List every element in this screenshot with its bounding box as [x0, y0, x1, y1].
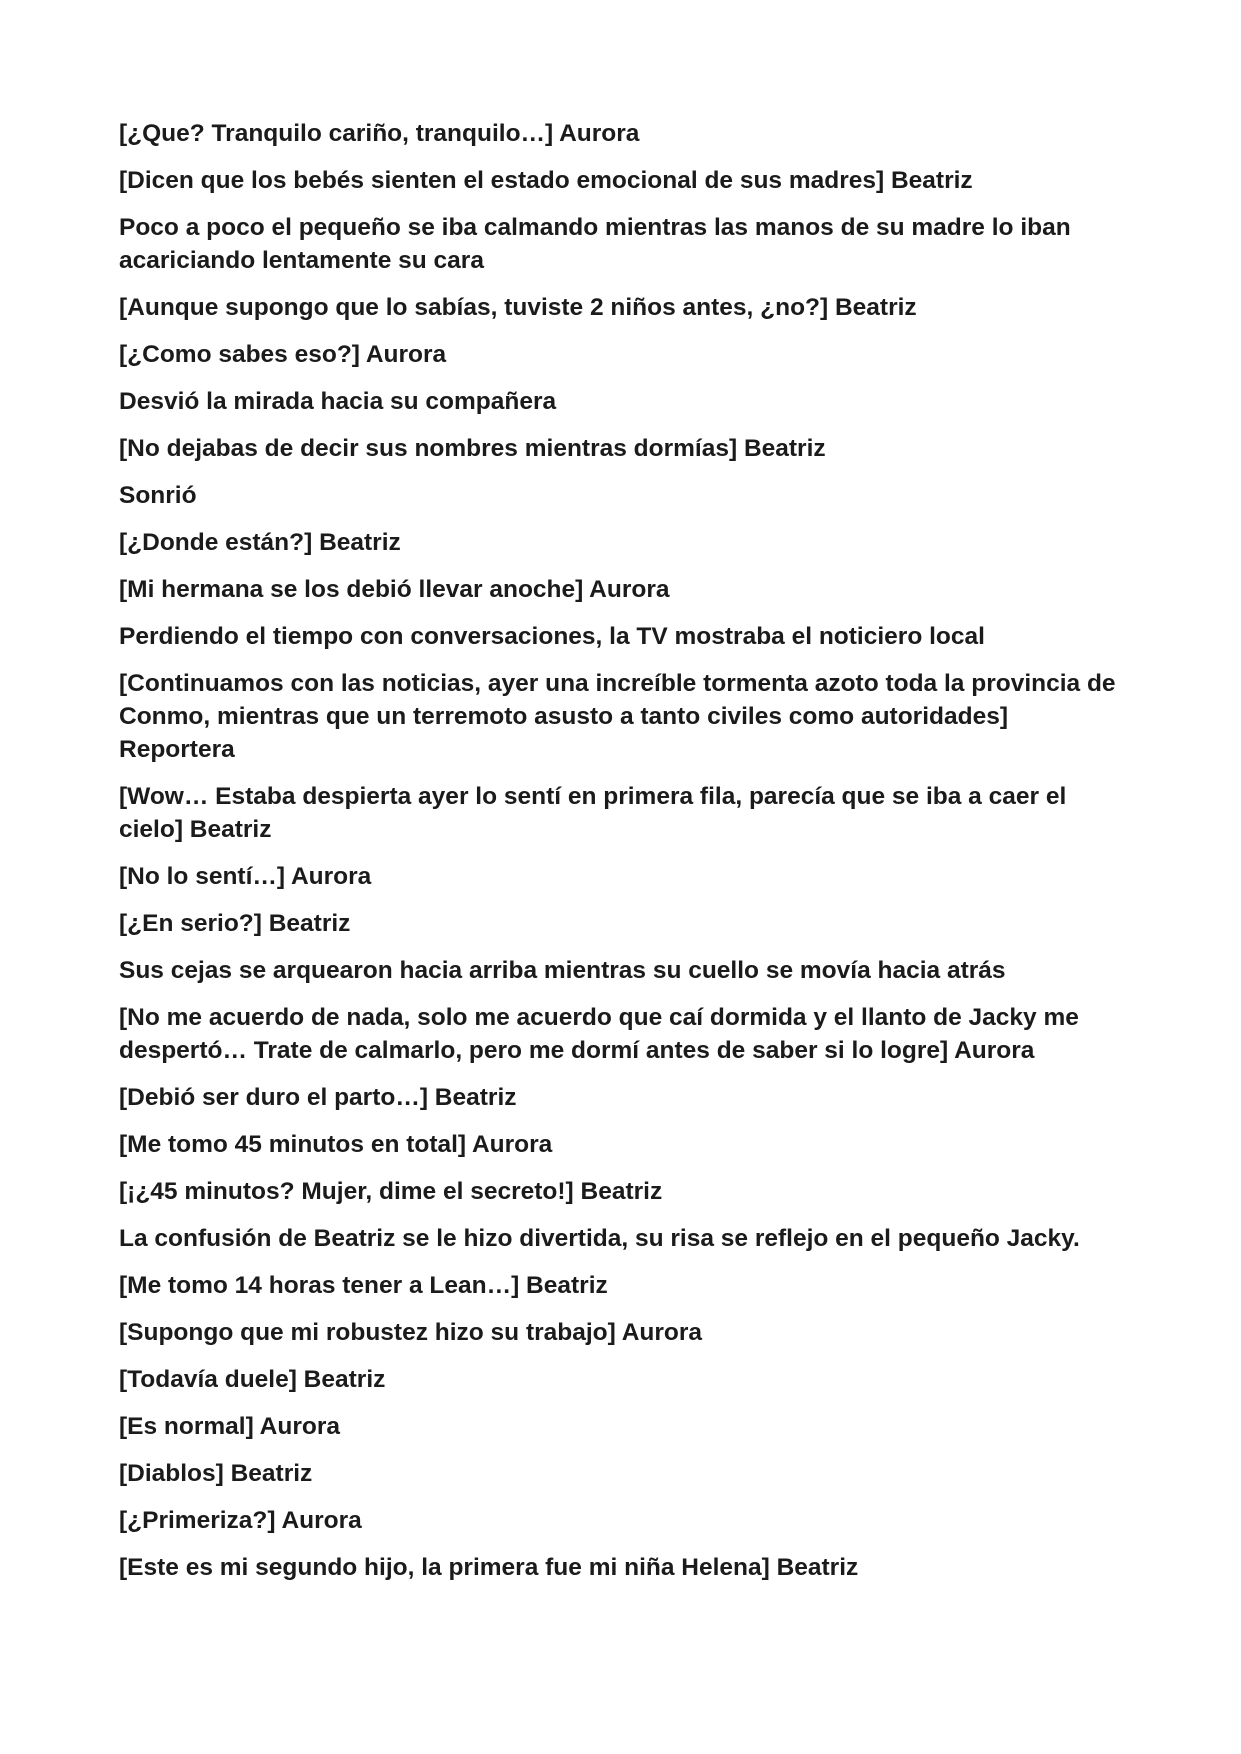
paragraph-8: Sonrió	[119, 482, 197, 509]
paragraph-16: Sus cejas se arquearon hacia arriba mientras su cuello se movía hacia atrás	[119, 957, 1006, 984]
paragraph-24: [Todavía duele] Beatriz	[119, 1366, 386, 1393]
paragraph-27: [¿Primeriza?] Aurora	[119, 1507, 362, 1534]
paragraph-9: [¿Donde están?] Beatriz	[119, 529, 401, 556]
paragraph-22: [Me tomo 14 horas tener a Lean…] Beatriz	[119, 1272, 608, 1299]
paragraph-26: [Diablos] Beatriz	[119, 1460, 313, 1487]
paragraph-23: [Supongo que mi robustez hizo su trabajo] Aurora	[119, 1319, 703, 1346]
paragraph-4: [Aunque supongo que lo sabías, tuviste 2 niños antes, ¿no?] Beatriz	[119, 294, 917, 321]
paragraph-20: [¡¿45 minutos? Mujer, dime el secreto!] Beatriz	[119, 1178, 663, 1205]
paragraph-19: [Me tomo 45 minutos en total] Aurora	[119, 1131, 553, 1158]
paragraph-15: [¿En serio?] Beatriz	[119, 910, 351, 937]
paragraph-11: Perdiendo el tiempo con conversaciones, la TV mostraba el noticiero local	[119, 623, 985, 650]
paragraph-18: [Debió ser duro el parto…] Beatriz	[119, 1084, 517, 1111]
paragraph-10: [Mi hermana se los debió llevar anoche] Aurora	[119, 576, 670, 603]
paragraph-1: [¿Que? Tranquilo cariño, tranquilo…] Aurora	[119, 120, 640, 147]
paragraph-13: [Wow… Estaba despierta ayer lo sentí en primera fila, parecía que se iba a caer el cielo] Beatriz	[119, 783, 1067, 843]
paragraph-17: [No me acuerdo de nada, solo me acuerdo que caí dormida y el llanto de Jacky me despertó… Trate de calmarlo, pero me dormí antes de saber si lo logre] Aurora	[119, 1004, 1079, 1064]
paragraph-21: La confusión de Beatriz se le hizo divertida, su risa se reflejo en el pequeño Jacky.	[119, 1225, 1080, 1252]
paragraph-14: [No lo sentí…] Aurora	[119, 863, 372, 890]
paragraph-7: [No dejabas de decir sus nombres mientras dormías] Beatriz	[119, 435, 826, 462]
paragraph-12: [Continuamos con las noticias, ayer una increíble tormenta azoto toda la provincia de Conmo, mientras que un terremoto asusto a tanto civiles como autoridades] Reportera	[119, 670, 1116, 763]
paragraph-3: Poco a poco el pequeño se iba calmando mientras las manos de su madre lo iban acariciando lentamente su cara	[119, 214, 1071, 274]
paragraph-2: [Dicen que los bebés sienten el estado emocional de sus madres] Beatriz	[119, 167, 973, 194]
document-body	[119, 117, 1119, 1598]
paragraph-28: [Este es mi segundo hijo, la primera fue mi niña Helena] Beatriz	[119, 1554, 859, 1581]
paragraph-25: [Es normal] Aurora	[119, 1413, 340, 1440]
paragraph-6: Desvió la mirada hacia su compañera	[119, 388, 557, 415]
paragraph-5: [¿Como sabes eso?] Aurora	[119, 341, 447, 368]
